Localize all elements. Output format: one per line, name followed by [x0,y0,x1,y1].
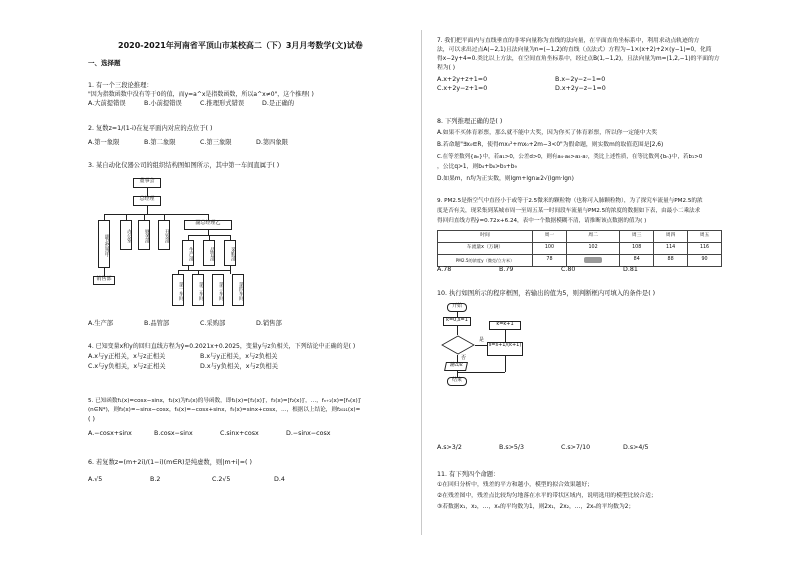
q3-stem: 3. 某自动化仪器公司的组织结构图如图所示，其中第一车间直属于( ) [88,162,280,169]
org-connector [147,188,148,196]
table-header: 时间 [438,231,533,243]
flow-update [487,342,523,356]
q1-option-b[interactable]: B.小前提错误 [144,100,182,107]
org-purchase: 采购部 [230,247,236,261]
table-cell: 100 [533,243,567,255]
q7-options-row2 [437,85,606,94]
blurred-value-mark [584,257,602,263]
table-header: 周二 [566,231,619,243]
q8-option-c-cont: ，公比q>1，则b₄+b₈>b₃+b₉ [437,164,517,170]
q3-options [88,320,282,329]
q3-option-d[interactable]: D.销售部 [256,320,282,327]
org-office: 办公室 [126,229,132,243]
flow-end [447,377,467,386]
q5-option-d[interactable]: D.−sinx−cosx [286,430,331,437]
q9-option-c[interactable]: C.80 [561,266,576,273]
q10-option-a[interactable]: A.s>3/2 [437,444,462,451]
q10-options [437,444,649,453]
q7-option-b[interactable]: B.x−2y−z−1=0 [555,76,606,83]
section-heading: 一、选择题 [88,59,121,67]
table-cell: 84 [620,255,654,267]
org-office-box [120,220,132,250]
table-header: 周三 [620,231,654,243]
table-header: 周一 [533,231,567,243]
q9-option-a[interactable]: A.78 [437,266,452,273]
q8-option-c[interactable]: C.在等差数列{aₙ}中，若a₁>0，公差d>0，则有a₄·a₆>a₃·a₇，类比上述性质，在等比数列{bₙ}中，若b₁>0 [437,154,703,160]
flow-init [443,317,471,326]
q6-options [88,476,285,485]
q11-item-1: ①在回归分析中，残差的平方和越小，模型的拟合效果越好； [437,482,593,488]
q3-option-c[interactable]: C.采购部 [200,320,226,327]
q7-option-c[interactable]: C.x+2y−z+1=0 [437,85,488,92]
org-deputy-a-box [98,220,110,268]
org-sales: 销售部 [96,276,112,282]
table-cell: 114 [654,243,688,255]
q7-options-row1 [437,76,605,85]
q4-option-d[interactable]: D.x与y负相关，x与z负相关 [200,363,279,370]
q6-option-d[interactable]: D.4 [274,476,285,483]
q7-line2: 法，可以求出过点A(−2,1)且法向量为n=(−1,2)的直线（点法式）方程为−1×(x+2)+2×(y−1)=0，化简 [437,47,712,53]
pm25-table [437,230,722,267]
table-row [438,243,722,255]
exam-title: 2020-2021年河南省平顶山市某校高二（下）3月月考数学(文)试卷 [118,41,363,50]
flow-output-label: 输出k [449,362,464,368]
table-row-label: 车流量x（万辆） [438,243,533,255]
flow-update-label: s=s+1/(k+1) [488,342,522,348]
table-header: 周五 [688,231,722,243]
q9-option-b[interactable]: B.79 [499,266,514,273]
flow-end-label: 结束 [451,377,462,383]
flow-no-label: 否 [461,355,467,361]
q5-line2: (n∈N*)，则f₃(x)=−sinx−cosx，f₄(x)=−cosx+sinx，f₅(x)=sinx+cosx，…，根据以上结论，则f₂₀₂₁(x)= [88,407,361,413]
q9-line1: 9. PM2.5是指空气中直径小于或等于2.5微米的颗粒物（也称可入肺颗粒物），为了探究车流量与PM2.5的浓 [437,198,703,204]
table-row [438,255,722,267]
q1-option-c[interactable]: C.推理形式错误 [200,100,245,107]
q9-options [437,266,638,275]
q4-options-row2 [88,363,278,372]
q2-option-c[interactable]: C.第三象限 [200,139,232,146]
q4-option-a[interactable]: A.x与y正相关，x与z正相关 [88,353,166,360]
org-ws1-box [172,274,184,306]
table-cell: 78 [533,255,567,267]
org-connector [147,206,148,214]
flow-connector [505,330,506,342]
q7-line4: 程为( ) [437,65,455,71]
q4-option-c[interactable]: C.x与y负相关，x与z正相关 [88,363,166,370]
q9-line3: 得回归直线方程ŷ=0.72x+6.24，表中一个数据模糊不清，请推断该点数据的值为( ) [437,218,647,224]
q8-option-a[interactable]: A.如果不买体育彩票，那么就不能中大奖，因为你买了体育彩票，所以你一定能中大奖 [437,130,658,136]
org-rd-box [158,220,170,250]
q11-item-2: ②在残差图中，残差点比较均匀地落在水平的带状区域内，说明选用的模型比较合适； [437,493,657,499]
column-divider [421,30,422,535]
q5-line1: 5. 已知函数f₁(x)=cosx−sinx，f₂(x)为f₁(x)的导函数，即f₂(x)=[f₁(x)]′，f₃(x)=[f₂(x)]′，…，fₙ₊₁(x)=[fₙ(x)]′ [88,398,362,404]
org-gm-box [133,196,161,206]
flow-init-label: k=0,s=1 [446,317,468,323]
flow-inc [489,321,521,330]
q1-stem: 1. 有一个三段论推理： [88,82,153,89]
q8-option-b[interactable]: B.若命题"∃x₀∈R，使得mx₀²+mx₀+2m−3<0"为假命题，则实数m的取值范围是[2,6) [437,142,664,148]
q2-options [88,139,288,148]
org-rd: 开发部 [164,229,170,243]
q1-options [88,100,294,109]
flow-connector [457,326,458,335]
q5-option-b[interactable]: B.cosx−sinx [154,430,193,437]
org-finance: 财务部 [144,229,150,243]
q10-option-d[interactable]: D.s>4/5 [623,444,649,451]
q7-line1: 7. 我们把平面内与直线垂直的非零向量称为直线的法向量，在平面直角坐标系中，利用求动点轨迹的方 [437,38,700,44]
q2-option-a[interactable]: A.第一象限 [88,139,120,146]
q5-option-a[interactable]: A.−cosx+sinx [88,430,132,437]
q11-item-3: ③若数据x₁，x₂，…，xₙ的平均数为1，则2x₁，2x₂，…，2xₙ的平均数为2； [437,504,635,510]
table-row-label: PM2.5的浓度y（微克/立方米） [438,255,533,267]
org-connector [178,270,230,271]
flow-start [447,303,467,312]
q2-option-b[interactable]: B.第二象限 [144,139,176,146]
table-cell: 88 [654,255,688,267]
flow-inc-label: k=k+1 [496,321,514,327]
q8-stem: 8. 下列推理正确的是( ) [437,118,503,125]
flow-connector [457,372,505,373]
flow-connector [457,355,458,362]
table-cell: 116 [688,243,722,255]
table-header-row [438,231,722,243]
org-ws2: 第二车间 [198,282,204,300]
q2-stem: 2. 复数z=1/(1-i)在复平面内对应的点位于( ) [88,125,213,132]
org-connector [230,266,231,274]
q6-option-c[interactable]: C.2√5 [212,476,231,483]
flow-connector [505,356,506,372]
q7-option-d[interactable]: D.x+2y−z−1=0 [555,85,606,92]
org-deputy-a: 副总经理甲 [104,233,110,257]
org-quality: 品管部 [209,247,215,261]
org-deputy-b: 副总经理乙 [195,220,221,226]
org-ws3: 第三车间 [218,282,224,300]
q6-option-b[interactable]: B.2 [150,476,161,483]
org-ws3-box [212,274,224,306]
org-chairman-box [133,178,161,188]
table-header: 周四 [654,231,688,243]
table-cell: 102 [566,243,619,255]
q10-option-b[interactable]: B.s>5/3 [499,444,525,451]
q4-option-b[interactable]: B.x与y正相关，x与z负相关 [200,353,278,360]
q8-option-d[interactable]: D.如果m，n均为正实数，则lgm+lgn≥2√(lgm·lgn) [437,176,574,182]
org-finance-box [138,220,150,250]
q3-option-b[interactable]: B.品管部 [144,320,170,327]
flow-yes-label: 是 [479,337,485,343]
org-sales-box [93,276,115,285]
org-gm: 总经理 [139,196,155,202]
org-production-box [182,240,194,266]
q2-option-d[interactable]: D.第四象限 [256,139,289,146]
q6-option-a[interactable]: A.√5 [88,476,103,483]
org-chairman: 董事会 [139,178,155,184]
org-deputy-b-box [184,220,232,230]
flowchart [437,302,557,422]
table-cell-blurred [566,255,619,267]
table-cell: 90 [688,255,722,267]
flow-decision [441,335,475,355]
q9-line2: 度是否有关，现采集到某城市周一至周五某一时间段车流量与PM2.5的浓度的数据如下表，由最小二乘法求 [437,208,701,214]
flow-output [444,362,468,371]
q9-option-d[interactable]: D.81 [623,266,638,273]
flow-start-label: 开始 [451,303,462,309]
org-purchase-box [224,240,236,266]
q4-options-row1 [88,353,277,362]
org-ws2-box [192,274,204,306]
q3-option-a[interactable]: A.生产部 [88,320,114,327]
org-connector [104,268,105,276]
q10-option-c[interactable]: C.s>7/10 [561,444,591,451]
table-cell: 108 [620,243,654,255]
q5-line3: ( ) [88,416,95,423]
q11-stem: 11. 有下列四个命题： [437,471,500,478]
org-ws4: 第四车间 [238,282,244,300]
org-ws1: 第一车间 [178,282,184,300]
q7-line3: 得x−2y+4=0.类比以上方法，在空间直角坐标系中，经过点B(1,−1,2)，且法向量为m=(1,2,−1)的平面的方 [437,56,720,62]
org-quality-box [203,240,215,266]
q10-stem: 10. 执行如图所示的程序框图，若输出的值为5，则判断框内可填入的条件是( ) [437,290,656,297]
q5-option-c[interactable]: C.sinx+cosx [220,430,259,437]
org-ws4-box [232,274,244,306]
q6-stem: 6. 若复数z=(m+2i)/(1−i)(m∈R)是纯虚数，则|m+i|=( ) [88,459,252,466]
q4-stem: 4. 已知变量x和y的回归直线方程为ŷ=0.2021x+0.2025，变量y与z负相关，下列结论中正确的是( ) [88,343,356,350]
q5-options [88,430,330,439]
org-chart [88,174,258,324]
q7-option-a[interactable]: A.x+2y+z+1=0 [437,76,488,83]
q1-option-d[interactable]: D.是正确的 [262,100,295,107]
org-production: 生产部 [188,247,194,261]
org-connector [104,214,208,215]
q1-option-a[interactable]: A.大前提错误 [88,100,126,107]
q1-line2: "因为指数函数中没有等于0的值，而y=a^x是指数函数，所以a^x≠0"，这个推理( ) [88,91,314,98]
